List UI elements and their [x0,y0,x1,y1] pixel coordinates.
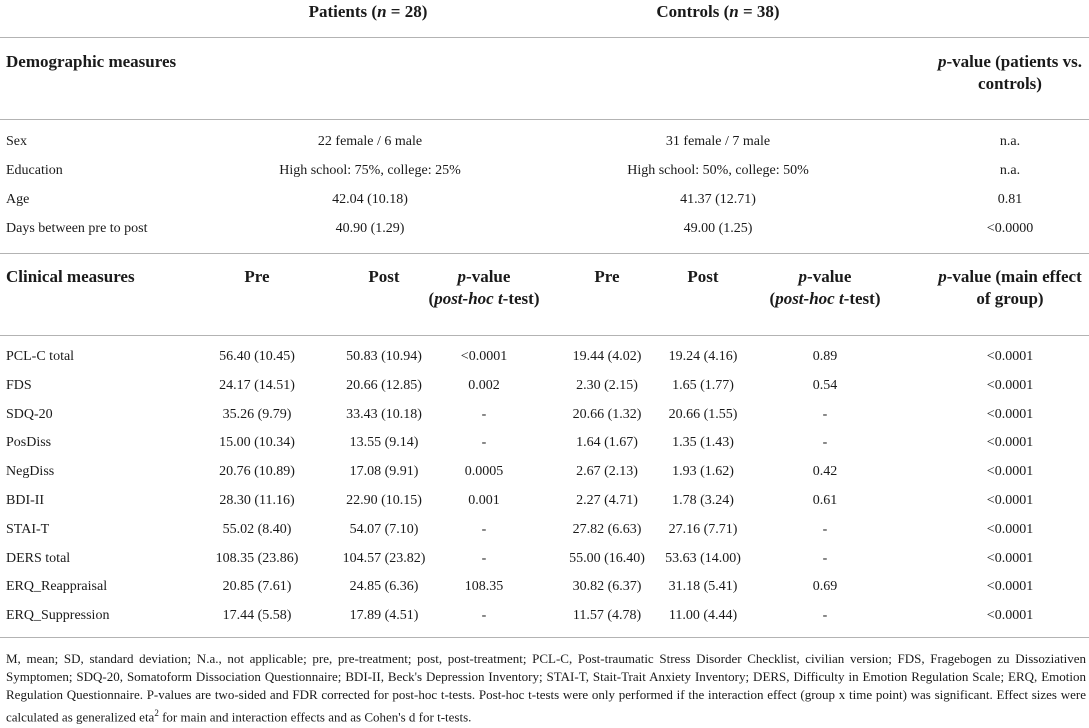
patients-cell: 22 female / 6 male [317,134,423,149]
controls-post-cell: 53.63 (14.00) [665,551,741,566]
patients-ttest-cell: 0.0005 [464,464,504,479]
pvalue-cell: <0.0000 [986,221,1034,236]
controls-ttest-cell: 0.42 [812,464,838,479]
row-label: PCL-C total [6,349,75,364]
controls-ttest-cell: - [822,435,828,450]
patients-post-cell: 54.07 (7.10) [349,522,419,537]
controls-ttest-cell: 0.89 [812,349,838,364]
controls-post-cell: 11.00 (4.44) [668,608,738,623]
main-effect-header: p-value (main effect of group) [938,267,1082,308]
controls-cell: High school: 50%, college: 50% [627,163,809,178]
controls-pre-cell: 27.82 (6.63) [572,522,642,537]
controls-post-cell: 1.35 (1.43) [672,435,734,450]
divider [0,253,1089,254]
patients-cell: High school: 75%, college: 25% [279,163,461,178]
controls-post-cell: 19.24 (4.16) [668,349,738,364]
demographic-title: Demographic measures [6,52,177,71]
controls-post-cell: 27.16 (7.71) [668,522,738,537]
controls-post-cell: 31.18 (5.41) [668,579,738,594]
patients-post-cell: 50.83 (10.94) [346,349,422,364]
controls-pre-cell: 20.66 (1.32) [572,407,642,422]
row-label: ERQ_Reappraisal [6,579,108,594]
table-footnote: M, mean; SD, standard deviation; N.a., not applicable; pre, pre-treatment; post, post-treatment; PCL-C, Post-traumatic Stress Disorder Checklist, civilian version; FDS, Fragebogen zu Dissoziativen Symptomen; SDQ-20, Somatoform Dissociation Questionnaire; BDI-II, Beck's Depression Inventory; STAI-T, Stait-Trait Anxiety Inventory; DERS, Difficulty in Emotion Regulation Scale; ERQ, Emotion Regulation Questionnaire. P-values are two-sided and FDR corrected for post-hoc t-tests. Post-hoc t-tests were only performed if the interaction effect (group x time point) was significant. Effect sizes were calculated as generalized eta$^2$ for main and interaction effects and as Cohen's d for t-tests. [6,651,1086,725]
patients-pre-cell: 24.17 (14.51) [219,378,295,393]
controls-pre-cell: 11.57 (4.78) [572,608,642,623]
patients-post-cell: 22.90 (10.15) [346,493,422,508]
controls-pre-cell: 19.44 (4.02) [572,349,642,364]
controls-pre-cell: 2.30 (2.15) [576,378,638,393]
controls-cell: 49.00 (1.25) [683,221,753,236]
controls-pre-cell: 2.27 (4.71) [576,493,638,508]
controls-pre-cell: 1.64 (1.67) [576,435,638,450]
patients-cell: 40.90 (1.29) [335,221,405,236]
main-effect-cell: <0.0001 [986,579,1034,594]
patients-pre-cell: 55.02 (8.40) [222,522,292,537]
row-label: FDS [6,378,32,393]
patients-post-cell: 33.43 (10.18) [346,407,422,422]
patients-ttest-cell: - [481,608,487,623]
main-effect-cell: <0.0001 [986,551,1034,566]
patients-pre-cell: 108.35 (23.86) [215,551,299,566]
controls-ttest-cell: 0.61 [812,493,838,508]
row-label: BDI-II [6,493,45,508]
row-label: Education [6,163,63,178]
divider [0,637,1089,638]
patients-pre-cell: 20.85 (7.61) [222,579,292,594]
patients-ttest-cell: <0.0001 [460,349,508,364]
patients-post-cell: 13.55 (9.14) [349,435,419,450]
patients-header: Patients (n = 28) [308,2,428,21]
controls-post-cell: 20.66 (1.55) [668,407,738,422]
controls-post-cell: 1.93 (1.62) [672,464,734,479]
controls-post-cell: 1.78 (3.24) [672,493,734,508]
patients-pre-cell: 28.30 (11.16) [219,493,295,508]
row-label: PosDiss [6,435,52,450]
controls-ttest-cell: - [822,551,828,566]
clinical-title: Clinical measures [6,267,135,286]
patients-ttest-cell: 0.001 [468,493,500,508]
controls-post-header: Post [687,267,719,286]
pvalue-cell: n.a. [999,134,1021,149]
controls-cell: 41.37 (12.71) [680,192,756,207]
patients-pre-cell: 35.26 (9.79) [222,407,292,422]
patients-post-cell: 24.85 (6.36) [349,579,419,594]
controls-post-cell: 1.65 (1.77) [672,378,734,393]
patients-pre-cell: 17.44 (5.58) [222,608,292,623]
divider [0,119,1089,120]
main-effect-cell: <0.0001 [986,522,1034,537]
row-label: Age [6,192,30,207]
main-effect-cell: <0.0001 [986,435,1034,450]
row-label: Sex [6,134,27,149]
patients-pre-header: Pre [244,267,270,286]
main-effect-cell: <0.0001 [986,349,1034,364]
divider [0,37,1089,38]
row-label: DERS total [6,551,71,566]
patients-ttest-cell: - [481,435,487,450]
row-label: SDQ-20 [6,407,53,422]
controls-ttest-cell: - [822,407,828,422]
patients-pre-cell: 20.76 (10.89) [219,464,295,479]
patients-cell: 42.04 (10.18) [332,192,408,207]
controls-ttest-cell: 0.54 [812,378,838,393]
row-label: NegDiss [6,464,55,479]
row-label: STAI-T [6,522,50,537]
patients-post-cell: 17.89 (4.51) [349,608,419,623]
controls-cell: 31 female / 7 male [665,134,771,149]
row-label: Days between pre to post [6,221,148,236]
row-label: ERQ_Suppression [6,608,110,623]
controls-ttest-header: p-value (post-hoc t-test) [769,267,881,308]
patients-ttest-cell: 0.002 [468,378,500,393]
pvalue-cell: n.a. [999,163,1021,178]
main-effect-cell: <0.0001 [986,378,1034,393]
patients-ttest-cell: - [481,551,487,566]
controls-ttest-cell: 0.69 [812,579,838,594]
main-effect-cell: <0.0001 [986,407,1034,422]
divider [0,335,1089,336]
patients-ttest-cell: - [481,522,487,537]
patients-ttest-header: p-value (post-hoc t-test) [428,267,540,308]
pvalue-cell: 0.81 [997,192,1023,207]
demographic-pvalue-header: p-value (patients vs. controls) [937,52,1083,93]
controls-pre-cell: 30.82 (6.37) [572,579,642,594]
patients-ttest-cell: - [481,407,487,422]
patients-post-cell: 17.08 (9.91) [349,464,419,479]
controls-header: Controls (n = 38) [656,2,780,21]
patients-pre-cell: 56.40 (10.45) [219,349,295,364]
controls-ttest-cell: - [822,522,828,537]
patients-post-cell: 104.57 (23.82) [342,551,426,566]
patients-post-header: Post [368,267,400,286]
controls-pre-header: Pre [594,267,620,286]
main-effect-cell: <0.0001 [986,608,1034,623]
patients-pre-cell: 15.00 (10.34) [219,435,295,450]
controls-ttest-cell: - [822,608,828,623]
controls-pre-cell: 55.00 (16.40) [569,551,645,566]
main-effect-cell: <0.0001 [986,464,1034,479]
main-effect-cell: <0.0001 [986,493,1034,508]
controls-pre-cell: 2.67 (2.13) [576,464,638,479]
patients-post-cell: 20.66 (12.85) [346,378,422,393]
patients-ttest-cell: 108.35 [464,579,504,594]
